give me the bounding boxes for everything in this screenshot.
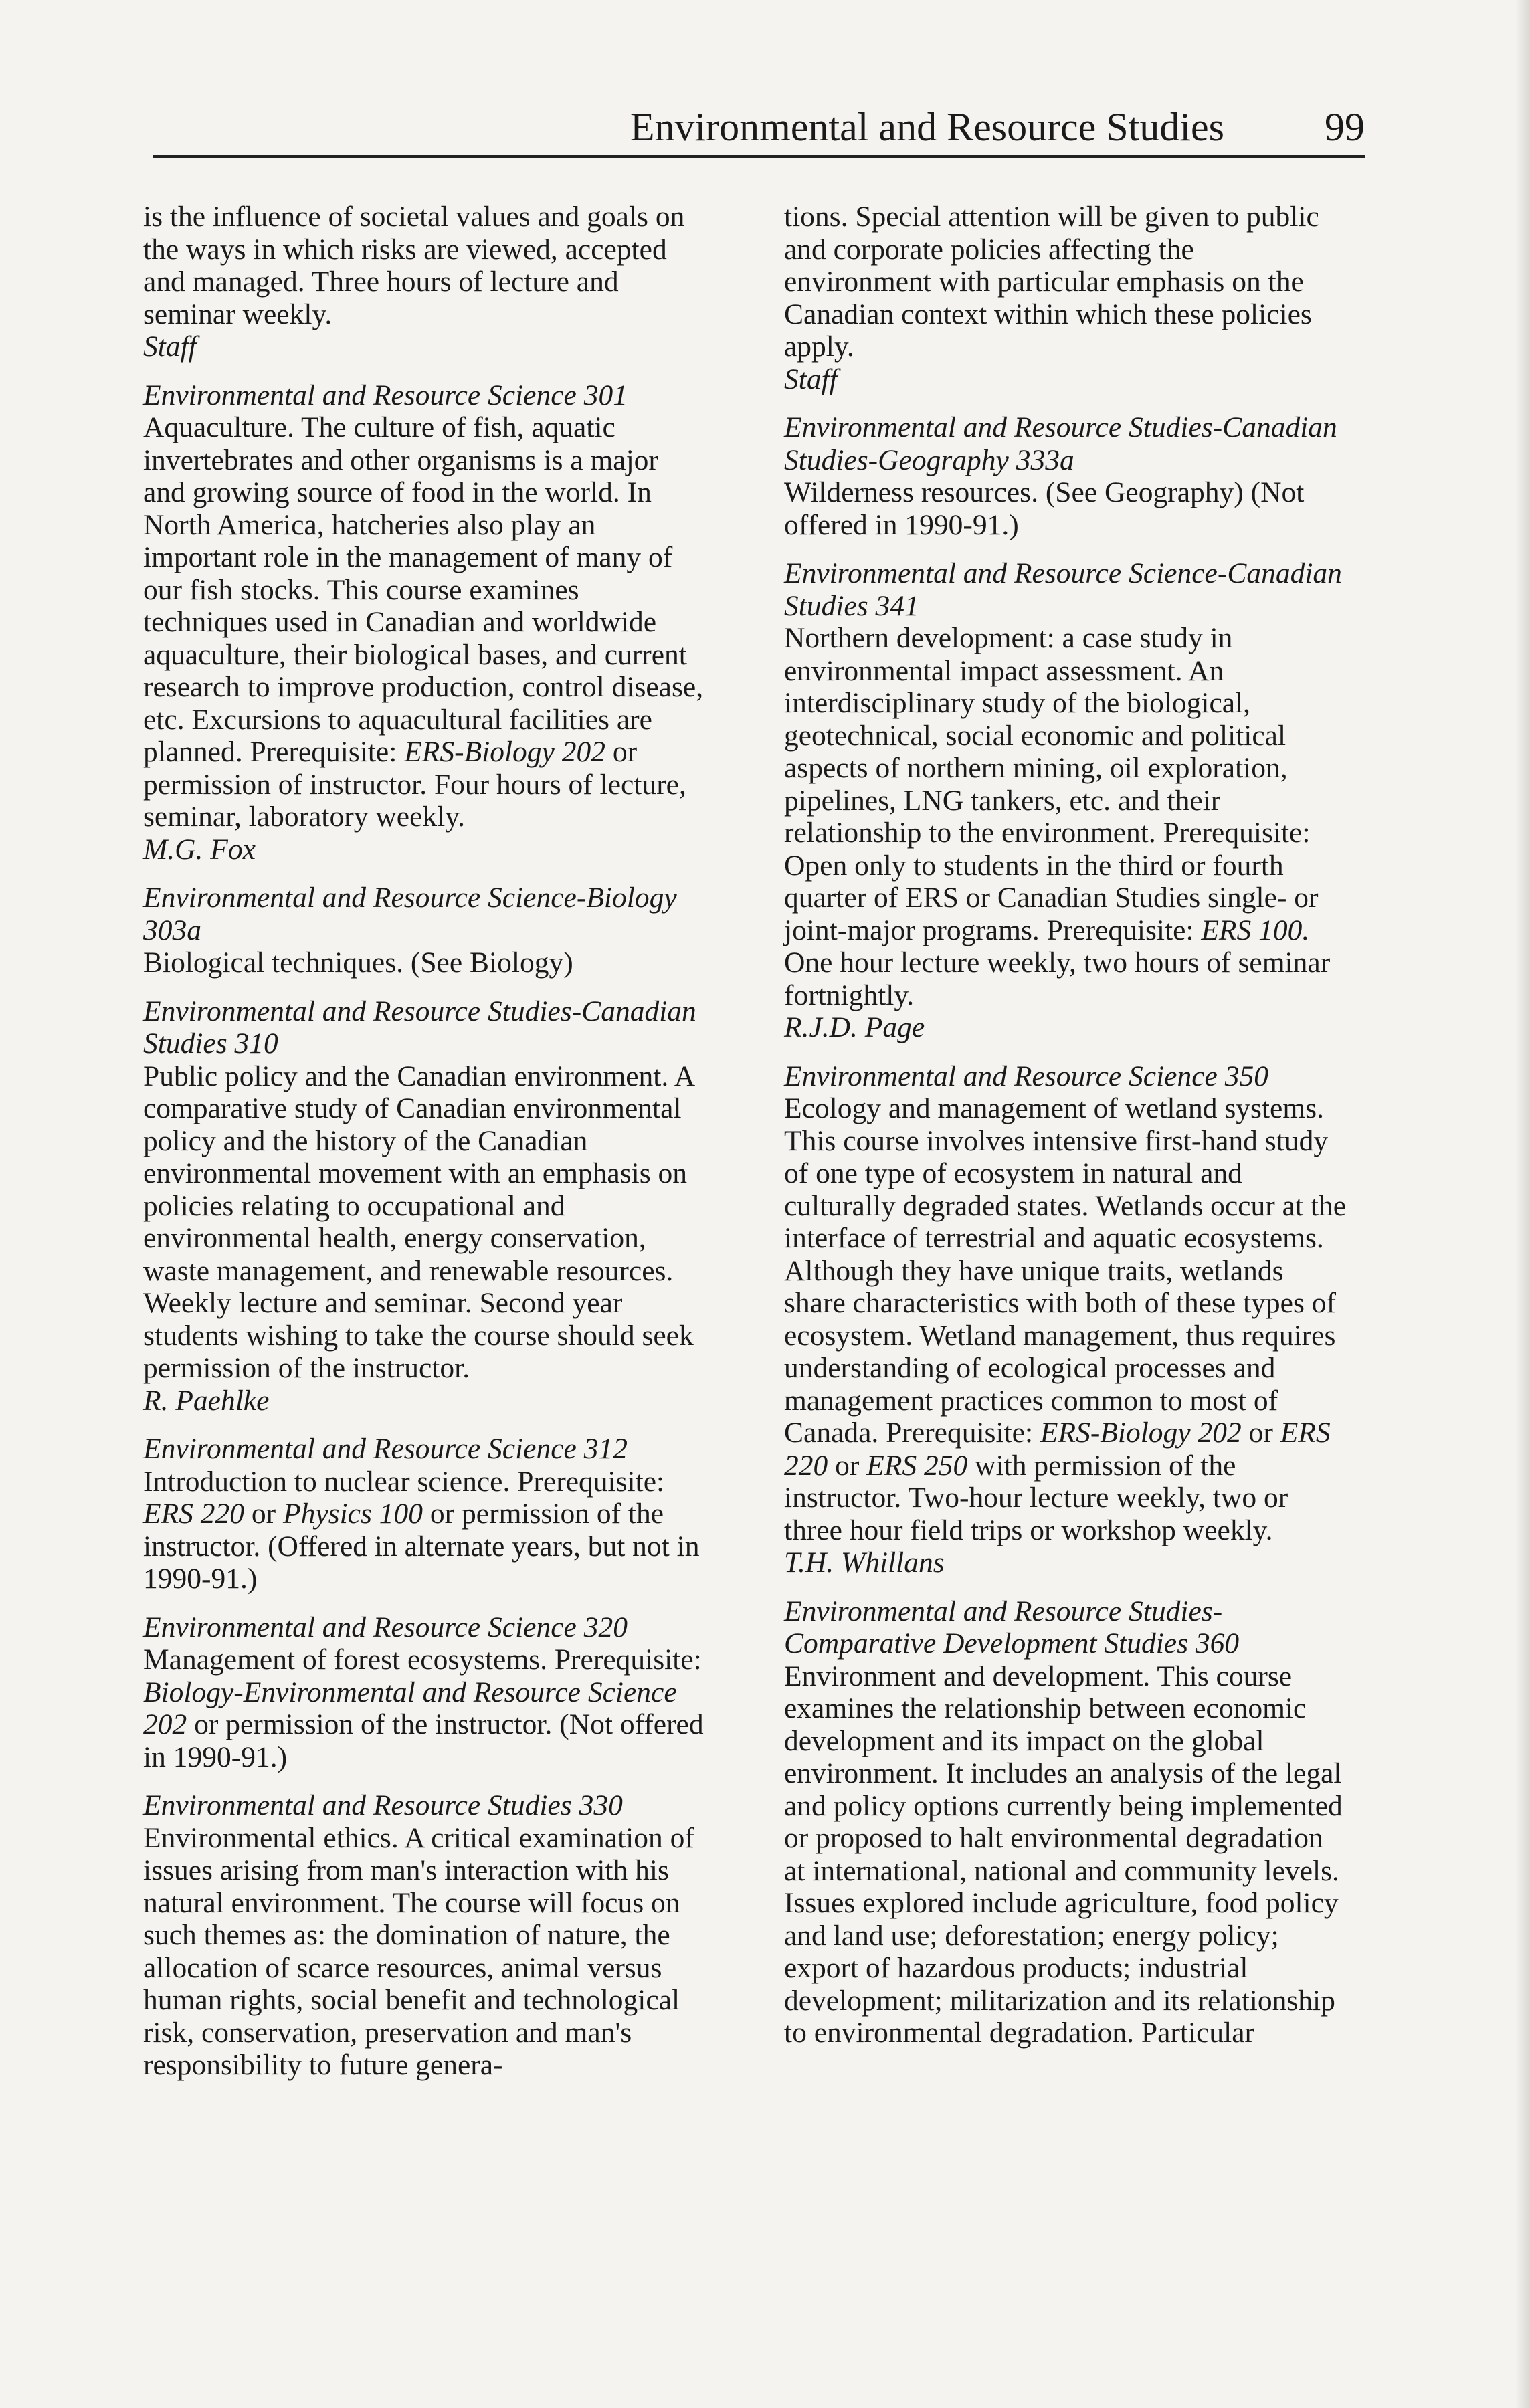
instructor: Staff: [143, 330, 197, 363]
course-entry-303a: [143, 882, 705, 979]
page-header: [153, 99, 1365, 158]
course-code: Environmental and Resource Studies-Comparative Development Studies 360: [784, 1595, 1240, 1660]
course-code: Environmental and Resource Studies-Canadian Studies 310: [143, 995, 696, 1060]
prerequisite-course: ERS-Biology 202: [404, 736, 605, 768]
course-code: Environmental and Resource Science 301: [143, 379, 628, 411]
continued-text: tions. Special attention will be given to public and corporate policies affecting the environment with particular emphasis on the Canadian context within which these policies apply.: [784, 201, 1319, 363]
right-column: [784, 201, 1346, 2049]
course-entry-333a: [784, 411, 1346, 541]
course-entry-320: [143, 1611, 705, 1774]
course-description: Wilderness resources. (See Geography) (Not offered in 1990-91.): [784, 476, 1305, 541]
prerequisite-course: ERS 220: [784, 1417, 1331, 1482]
course-description: Environmental ethics. A critical examination of issues arising from man's interaction with his natural environment. The course will focus on such themes as: the domination of nature, the allocation of scarce resources, animal versus human rights, social benefit and technological risk, conservation, preservation and man's responsibility to future genera-: [143, 1821, 694, 2081]
instructor: M.G. Fox: [143, 833, 256, 866]
instructor: T.H. Whillans: [784, 1546, 945, 1579]
course-entry-360: [784, 1595, 1346, 2049]
course-code: Environmental and Resource Studies 330: [143, 1789, 623, 1821]
course-code: Environmental and Resource Studies-Canadian Studies-Geography 333a: [784, 411, 1337, 476]
prerequisite-course: ERS 220: [143, 1498, 245, 1530]
course-entry-341: [784, 557, 1346, 1044]
course-description: Environment and development. This course examines the relationship between economic development and its impact on the global environment. It includes an analysis of the legal and policy options currently being implemented or proposed to halt environmental degradation at international, national and community levels. Issues explored include agriculture, food policy and land use; deforestation; energy policy; export of hazardous products; industrial development; militarization and its relationship to environmental degradation. Particular: [784, 1660, 1343, 2049]
header-title: Environmental and Resource Studies: [630, 105, 1224, 149]
course-description: Public policy and the Canadian environment. A comparative study of Canadian environmental policy and the history of the Canadian environmental movement with an emphasis on policies relating to occupational and environmental health, energy conservation, waste management, and renewable resources. Weekly lecture and seminar. Second year students wishing to take the course should seek permission of the instructor.: [143, 1060, 694, 1384]
course-entry-330: [143, 1789, 705, 2082]
course-code: Environmental and Resource Science 312: [143, 1433, 628, 1465]
course-description: Northern development: a case study in environmental impact assessment. An interdisciplinary study of the biological, geotechnical, social economic and political aspects of northern mining, oil exploration, pipelines, LNG tankers, etc. and their relationship to the environment. Prerequisite: Open only to students in the third or fourth quarter of ERS or Canadian Studies single- or joint-major programs. Prerequisite: ERS 100. One hour lecture weekly, two hours of seminar fortnightly.: [784, 622, 1331, 1011]
course-code: Environmental and Resource Science 320: [143, 1611, 628, 1643]
course-description: Aquaculture. The culture of fish, aquatic invertebrates and other organisms is a major and growing source of food in the world. In North America, hatcheries also play an important role in the management of many of our fish stocks. This course examines techniques used in Canadian and worldwide aquaculture, their biological bases, and current research to improve production, control disease, etc. Excursions to aquacultural facilities are planned. Prerequisite: ERS-Biology 202 or permission of instructor. Four hours of lecture, seminar, laboratory weekly.: [143, 411, 704, 833]
course-description: Management of forest ecosystems. Prerequisite: Biology-Environmental and Resource Science 202 or permission of the instructor. (Not offered in 1990-91.): [143, 1643, 704, 1773]
course-entry-350: [784, 1060, 1346, 1579]
prerequisite-course: Biology-Environmental and Resource Science 202: [143, 1676, 677, 1740]
continued-text: is the influence of societal values and goals on the ways in which risks are viewed, accepted and managed. Three hours of lecture and seminar weekly.: [143, 201, 685, 330]
course-description: Biological techniques. (See Biology): [143, 946, 573, 979]
instructor: Staff: [784, 363, 838, 395]
course-description: Introduction to nuclear science. Prerequisite: ERS 220 or Physics 100 or permission of the instructor. (Offered in alternate years, but not in 1990-91.): [143, 1465, 700, 1595]
page-edge-shadow: [1515, 0, 1530, 2408]
prerequisite-course: Physics 100: [283, 1498, 423, 1530]
course-code: Environmental and Resource Science-Biology 303a: [143, 882, 677, 946]
course-description: Ecology and management of wetland systems. This course involves intensive first-hand study of one type of ecosystem in natural and culturally degraded states. Wetlands occur at the interface of terrestrial and aquatic ecosystems. Although they have unique traits, wetlands share characteristics with both of these types of ecosystem. Wetland management, thus requires understanding of ecological processes and management practices common to most of Canada. Prerequisite: ERS-Biology 202 or ERS 220 or ERS 250 with permission of the instructor. Two-hour lecture weekly, two or three hour field trips or workshop weekly.: [784, 1092, 1347, 1546]
prerequisite-course: ERS 100.: [1201, 914, 1310, 946]
prerequisite-course: ERS 250: [866, 1449, 968, 1482]
course-code: Environmental and Resource Science-Canadian Studies 341: [784, 557, 1342, 622]
instructor: R.J.D. Page: [784, 1011, 925, 1043]
course-code: Environmental and Resource Science 350: [784, 1060, 1268, 1092]
page-number: 99: [1325, 105, 1365, 149]
course-entry-310: [143, 995, 705, 1417]
course-entry-312: [143, 1433, 705, 1595]
course-entry-301: [143, 379, 705, 866]
instructor: R. Paehlke: [143, 1384, 270, 1417]
left-column: [143, 201, 705, 2082]
prerequisite-course: ERS-Biology 202: [1040, 1417, 1242, 1449]
